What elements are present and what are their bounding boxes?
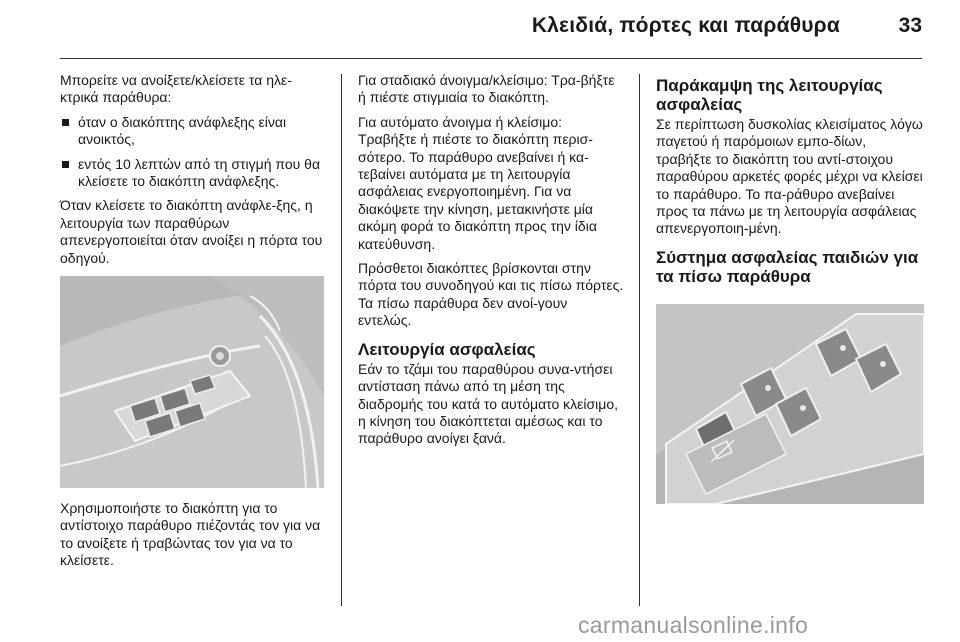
override-safety-paragraph: Σε περίπτωση δυσκολίας κλεισίματος λόγω παγετού ή παρόμοιων εμπο-δίων, τραβήξτε το διακόπτη του αντί-στοιχου παραθύρου αρκετές φορές μέχρι να κλείσει το παράθυρο. Το πα-ράθυρο ανεβαίνει προς τα πάνω με τη λειτουργία ασφάλειας απενεργοποιη-μένη. — [656, 116, 923, 237]
column-divider-1 — [341, 74, 342, 606]
intro-paragraph: Μπορείτε να ανοίξετε/κλείσετε τα ηλε-κτρικά παράθυρα: — [60, 72, 292, 106]
conditions-list — [60, 114, 324, 191]
override-safety-heading: Παράκαμψη της λειτουργίας ασφαλείας — [656, 76, 883, 114]
bullet-icon — [62, 161, 69, 168]
switch-usage-paragraph: Χρησιμοποιήστε το διακόπτη για το αντίστοιχο παράθυρο πιέζοντάς τον για να το ανοίξετε ή τραβώντας τον για να το κλείσετε. — [60, 500, 321, 569]
header-title: Κλειδιά, πόρτες και παράθυρα — [531, 14, 840, 37]
ignition-paragraph: Όταν κλείσετε το διακόπτη ανάφλε-ξης, η λειτουργία των παραθύρων απενεργοποιείται όταν ανοίξει η πόρτα του οδηγού. — [60, 197, 323, 266]
page-number: 33 — [898, 14, 922, 37]
watermark: carmanualsonline.info — [578, 612, 809, 638]
column-divider-2 — [639, 74, 640, 606]
automatic-paragraph: Για αυτόματο άνοιγμα ή κλείσιμο: Τραβήξτε ή πιέστε το διακόπτη περισ-σότερο. Το παράθυρο ανεβαίνει ή κα-τεβαίνει αυτόματα με τη λειτουργία ασφάλειας ενεργοποιημένη. Για να διακόψετε την κίνηση, μετακινήστε μία ακόμη φορά το διακόπτη προς την ίδια κατεύθυνση. — [358, 113, 597, 252]
column-2 — [358, 72, 624, 455]
list-item: όταν ο διακόπτης ανάφλεξης είναι ανοικτός, — [60, 114, 324, 149]
child-lock-switch-illustration — [656, 304, 924, 504]
child-safety-heading: Σύστημα ασφαλείας παιδιών για τα πίσω παράθυρα — [656, 247, 919, 286]
bullet-icon — [62, 119, 69, 126]
column-1 — [60, 72, 324, 577]
header-rule — [60, 58, 922, 59]
door-window-switch-illustration — [60, 276, 324, 488]
additional-switches-paragraph: Πρόσθετοι διακόπτες βρίσκονται στην πόρτα του συνοδηγού και τις πίσω πόρτες. Τα πίσω παράθυρα δεν ανοί-γουν εντελώς. — [358, 260, 624, 329]
safety-function-paragraph: Εάν το τζάμι του παραθύρου συνα-ντήσει αντίσταση πάνω από τη μέση της διαδρομής του κατά το αυτόματο κλείσιμο, η κίνηση του διακόπτεται αμέσως και το παράθυρο ανοίγει ξανά. — [358, 360, 619, 447]
column-3 — [656, 72, 924, 504]
list-item: εντός 10 λεπτών από τη στιγμή που θα κλείσετε το διακόπτη ανάφλεξης. — [60, 156, 324, 191]
gradual-paragraph: Για σταδιακό άνοιγμα/κλείσιμο: Τρα-βήξτε ή πιέστε στιγμιαία το διακόπτη. — [358, 72, 615, 106]
safety-function-heading: Λειτουργία ασφαλείας — [358, 339, 536, 359]
